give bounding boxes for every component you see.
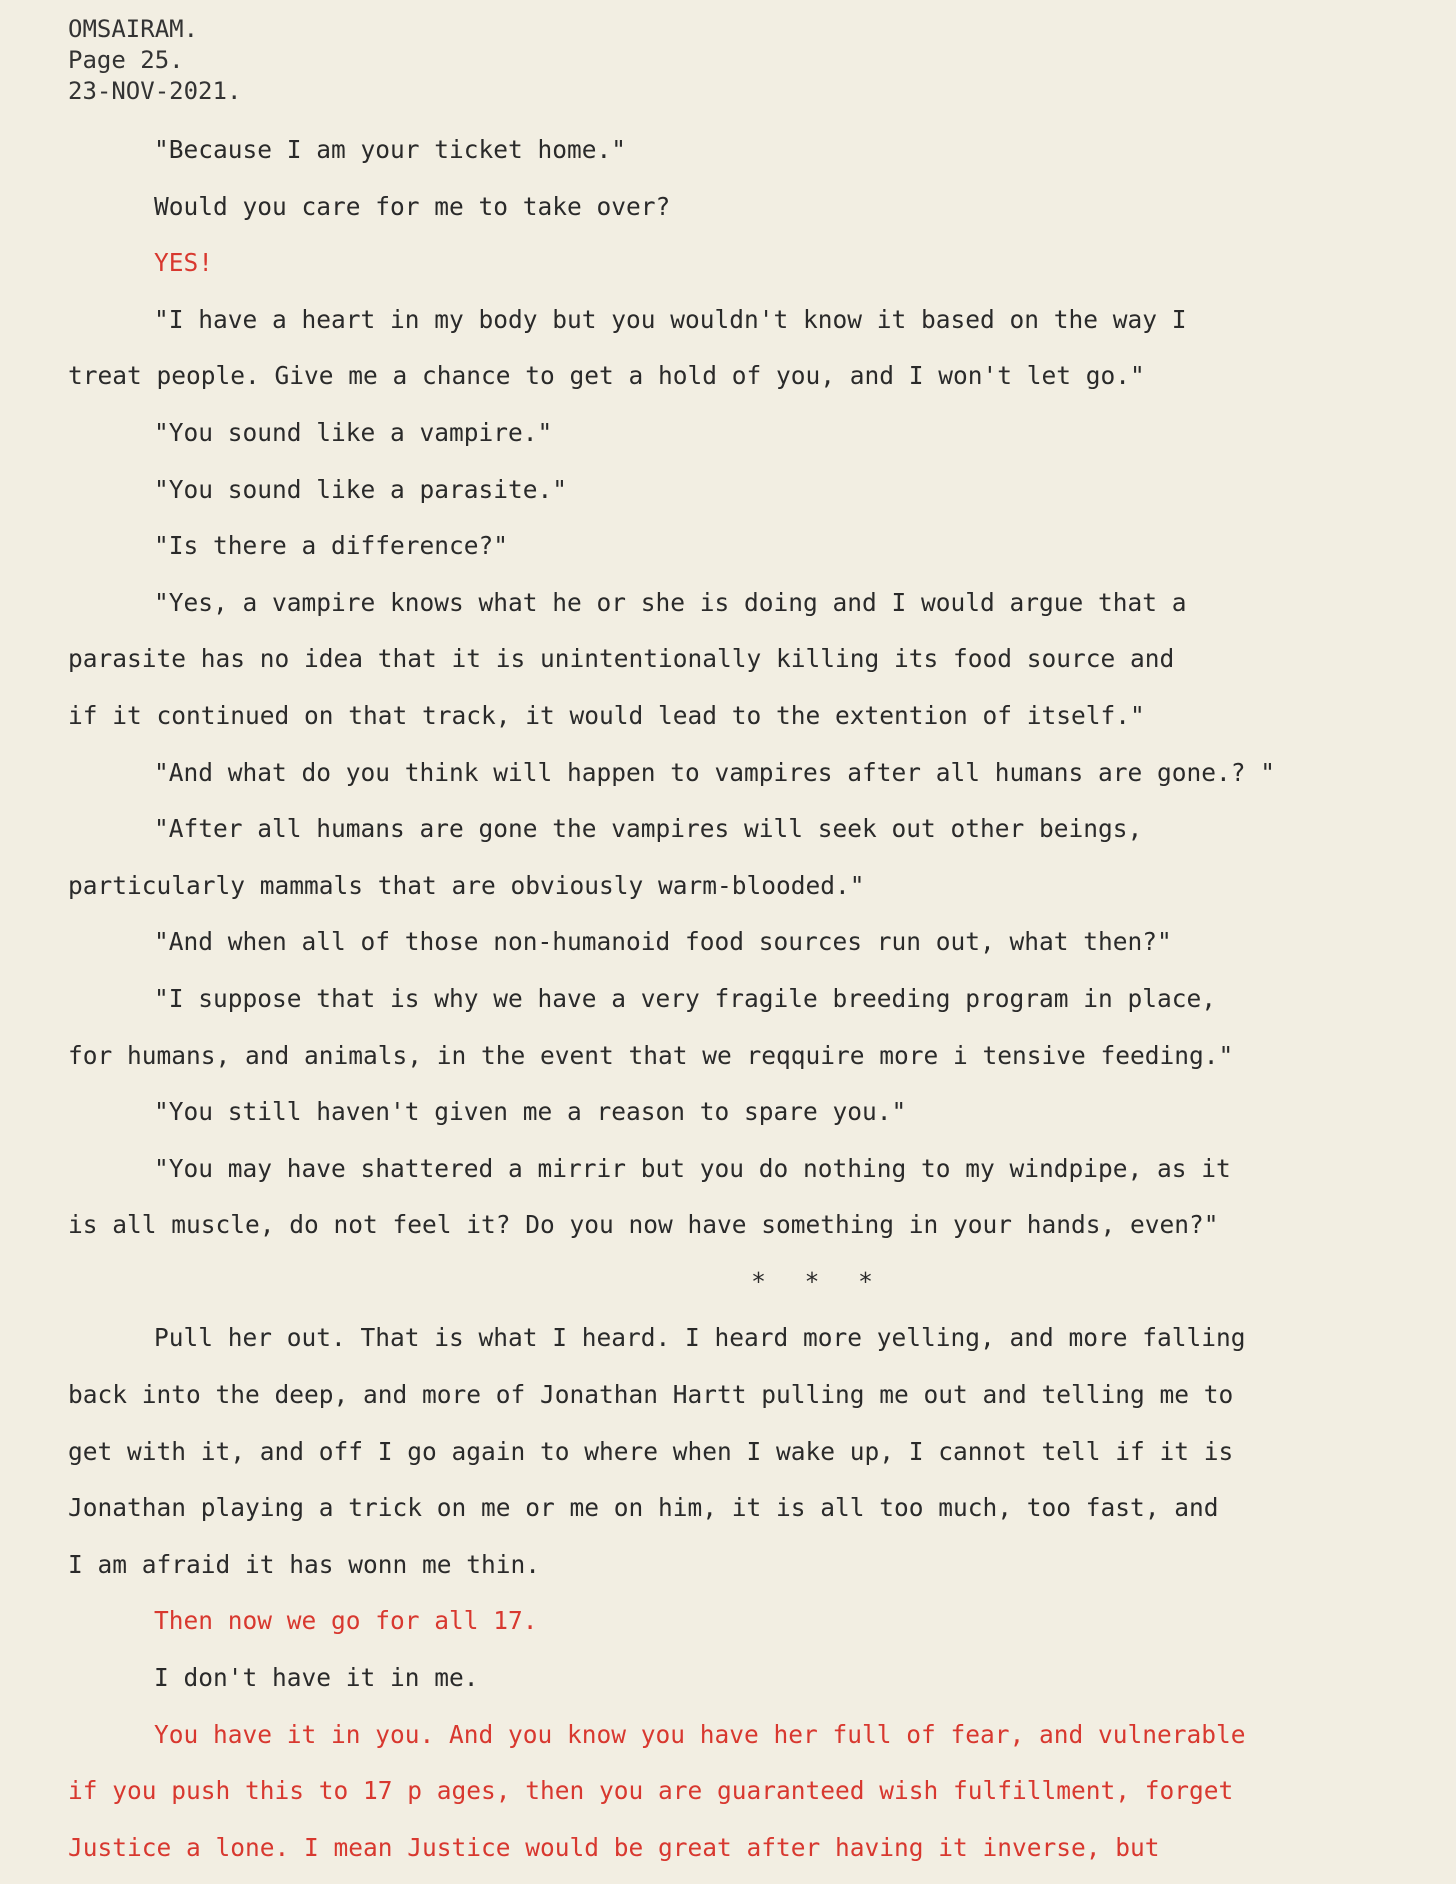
page-body — [68, 122, 1428, 1876]
text-line: if you push this to 17 p ages, then you are guaranteed wish fulfillment, forget — [68, 1776, 1234, 1806]
text-line: "You still haven't given me a reason to spare you." — [154, 1097, 907, 1127]
text-line: "You may have shattered a mirrir but you do nothing to my windpipe, as it — [154, 1153, 1231, 1183]
text-line: is all muscle, do not feel it? Do you now have something in your hands, even?" — [68, 1210, 1219, 1240]
text-line: parasite has no idea that it is unintentionally killing its food source and — [68, 644, 1175, 674]
text-line: "I have a heart in my body but you wouldn't know it based on the way I — [154, 304, 1187, 334]
text-line: "You sound like a vampire." — [154, 417, 553, 447]
text-line: treat people. Give me a chance to get a hold of you, and I won't let go." — [68, 361, 1145, 391]
page-number: Page 25. — [68, 46, 184, 74]
text-line: "And when all of those non-humanoid food sources run out, what then?" — [154, 927, 1172, 957]
text-line: "You sound like a parasite." — [154, 474, 568, 504]
page-header — [68, 14, 241, 107]
text-line: "Yes, a vampire knows what he or she is doing and I would argue that a — [154, 587, 1187, 617]
text-line: back into the deep, and more of Jonathan Hartt pulling me out and telling me to — [68, 1380, 1234, 1410]
text-line: "And what do you think will happen to vampires after all humans are gone.? " — [154, 757, 1276, 787]
text-line: I am afraid it has wonn me thin. — [68, 1549, 541, 1579]
text-line: "I suppose that is why we have a very fragile breeding program in place, — [154, 983, 1217, 1013]
text-line: "Because I am your ticket home." — [154, 135, 627, 164]
text-line: YES! — [154, 248, 214, 278]
text-line: I don't have it in me. — [154, 1663, 479, 1693]
text-line: Jonathan playing a trick on me or me on him, it is all too much, too fast, and — [68, 1493, 1219, 1523]
text-line: Pull her out. That is what I heard. I heard more yelling, and more falling — [154, 1323, 1246, 1353]
text-line: if it continued on that track, it would lead to the extention of itself." — [68, 700, 1145, 730]
page-date: 23-NOV-2021. — [68, 77, 242, 105]
text-line: "After all humans are gone the vampires will seek out other beings, — [154, 814, 1143, 844]
text-line: Justice a lone. I mean Justice would be great after having it inverse, but — [68, 1832, 1160, 1862]
text-line: Then now we go for all 17. — [154, 1606, 538, 1636]
text-line: for humans, and animals, in the event that we reqquire more i tensive feeding." — [68, 1040, 1234, 1070]
text-line: Would you care for me to take over? — [154, 191, 671, 221]
text-line: get with it, and off I go again to where when I wake up, I cannot tell if it is — [68, 1436, 1234, 1466]
text-line: particularly mammals that are obviously warm-blooded." — [68, 870, 865, 900]
text-line: "Is there a difference?" — [154, 531, 509, 561]
text-line: You have it in you. And you know you have her full of fear, and vulnerable — [154, 1719, 1246, 1749]
header-title: OMSAIRAM. — [68, 15, 199, 43]
section-separator: * * * — [751, 1266, 885, 1296]
